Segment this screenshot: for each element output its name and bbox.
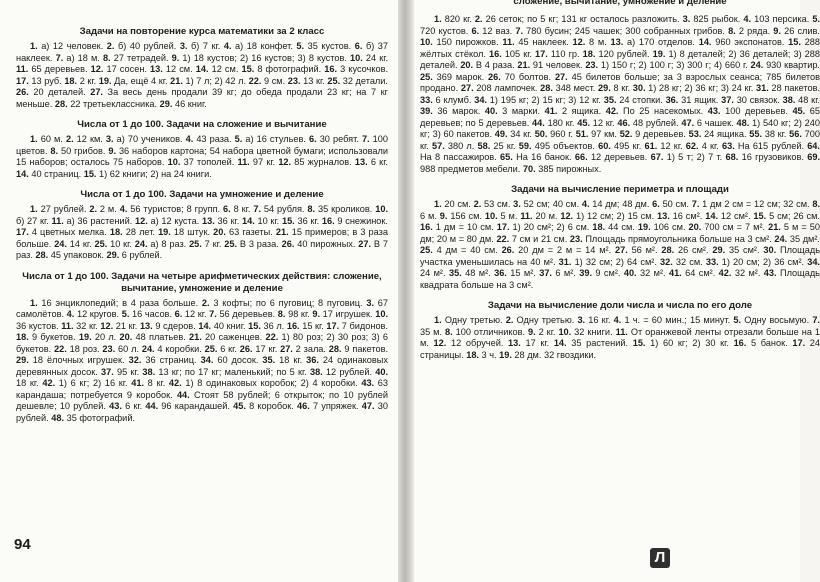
- answer-number: 14.: [195, 64, 209, 74]
- answer-number: 22.: [54, 343, 67, 354]
- answer-number: 21.: [189, 332, 202, 342]
- answer-number: 6.: [174, 309, 183, 319]
- answer-number: 4.: [223, 41, 232, 51]
- answer-number: 25.: [204, 343, 218, 354]
- answer-number: 16.: [321, 215, 335, 226]
- answer-number: 66.: [574, 152, 588, 162]
- answer-number: 29.: [598, 83, 611, 93]
- answer-number: 2.: [473, 199, 482, 209]
- answer-number: 23.: [569, 233, 583, 244]
- answer-number: 13.: [508, 338, 521, 348]
- answer-number: 10.: [484, 210, 498, 221]
- answer-number: 36.: [665, 94, 679, 105]
- answer-number: 4.: [185, 134, 194, 144]
- answer-number: 16.: [733, 338, 747, 348]
- answer-number: 12.: [433, 338, 447, 348]
- answer-number: 8.: [50, 145, 59, 156]
- answer-number: 31.: [756, 83, 769, 93]
- answer-number: 40.: [484, 106, 498, 116]
- answer-number: 8.: [307, 204, 316, 214]
- answer-number: 4.: [581, 199, 590, 209]
- answer-number: 36.: [494, 268, 507, 278]
- answer-number: 25.: [94, 238, 108, 249]
- answer-number: 20.: [688, 222, 702, 232]
- answer-number: 7.: [361, 134, 370, 144]
- answer-number: 1.: [30, 134, 38, 144]
- answer-number: 11.: [520, 210, 533, 221]
- answer-number: 5.: [296, 41, 305, 51]
- answer-number: 31.: [558, 256, 572, 267]
- answer-number: 7.: [691, 199, 700, 209]
- answer-number: 12.: [90, 64, 104, 74]
- answer-number: 10.: [350, 52, 363, 63]
- book-gutter: [398, 0, 414, 582]
- answer-number: 9.: [108, 145, 117, 156]
- answer-number: 2.: [201, 297, 210, 308]
- answer-number: 37.: [721, 94, 734, 105]
- answer-number: 33.: [420, 94, 433, 105]
- answer-number: 21.: [768, 222, 781, 232]
- answer-number: 9.: [312, 309, 321, 319]
- answer-number: 1.: [434, 14, 442, 24]
- answer-number: 17.: [16, 75, 29, 86]
- answers-text: 1. 27 рублей. 2. 2 м. 4. 56 туристов; 8 групп. 6. 8 кг. 7. 54 рубля. 8. 35 кроликов. 10. б) 27 кг. 11. а) 36 растений. 12. а) 12 куста. 13. 36 кг. 14. 10 кг. 15. 36 кг. 16. 9 снежинок. 17. 4 цветных мелка. 18. 28 лет. 19. 18 штук. 20. 63 газеты. 21. 15 примеров; в 3 раза больше. 24. 14 кг. 25. 10 кг. 24. а) 8 раз. 25. 7 кг. 25. В 3 раза. 26. 40 пирожных. 27. В 7 раз. 28. 45 упаковок. 29. 6 рублей.: [16, 204, 388, 260]
- answers-text: 1. 820 кг. 2. 26 сеток; по 5 кг; 131 кг осталось разложить. 3. 825 рыбок. 4. 103 персика. 5. 720 кустов. 6. 12 ваз. 7. 780 бусин; 245 чашек; 300 собранных грибов. 8. 2 ряда. 9. 26 слив. 10. 150 пирожков. 11. 45 наклеек. 12. 8 м. 13. а) 170 отделов. 14. 960 экспонатов. 15. 288 жёлтых стёкол. 16. 105 кг. 17. 110 гр. 18. 120 рублей. 19. 1) 8 деталей; 2) 36 деталей; 3) 288 деталей. 20. В 4 раза. 21. 91 человек. 23. 1) 150 г; 2) 100 г; 3) 300 г; 4) 660 г. 24. 930 квартир. 25. 369 марок. 26. 70 болтов. 27. 45 билетов больше; за 3 взрослых сеанса; 785 билетов продано. 27. 208 лампочек. 28. 348 мест. 29. 8 кг. 30. 1) 28 кг; 2) 36 кг; 3) 24 кг. 31. 28 пакетов. 33. 6 клумб. 34. 1) 195 кг; 2) 15 кг; 3) 12 кг. 35. 24 стопки. 36. 31 ящик. 37. 30 связок. 38. 48 кг. 39. 36 марок. 40. 3 марки. 41. 2 ящика. 42. По 25 насекомых. 43. 100 деревьев. 45. 65 деревьев; по 5 деревьев. 44. 180 кг. 45. 12 кг. 46. 48 рублей. 47. 6 чашек. 48. 1) 540 кг; 2) 240 кг; 3) 60 пакетов. 49. 34 кг. 50. 960 г. 51. 97 км. 52. 9 деревьев. 53. 24 ящика. 55. 38 кг. 56. 700 кг. 57. 380 л. 58. 25 кг. 59. 495 объектов. 60. 495 кг. 61. 12 кг. 62. 4 кг. 63. На 615 рублей. 64. На 8 пассажиров. 65. На 16 банок. 66. 12 деревьев. 67. 1) 5 т; 2) 7 т. 68. 16 грузовиков. 69. 988 предметов мебели. 70. 385 пирожных.: [420, 14, 820, 174]
- answer-number: 14.: [16, 168, 29, 179]
- answer-number: 44.: [532, 117, 545, 128]
- answer-number: 4.: [119, 204, 128, 214]
- answer-number: 50.: [534, 129, 548, 139]
- answer-number: 13.: [354, 157, 368, 167]
- answer-number: 10.: [375, 204, 388, 214]
- answer-number: 32.: [660, 256, 673, 267]
- answer-number: 7.: [253, 204, 261, 214]
- answer-number: 10.: [558, 326, 572, 337]
- answer-number: 36.: [306, 355, 319, 365]
- answer-number: 8.: [102, 52, 111, 63]
- answer-number: 9.: [171, 52, 180, 63]
- answer-number: 4.: [613, 315, 622, 325]
- answer-number: 22.: [496, 233, 510, 244]
- answer-number: 11.: [237, 157, 250, 167]
- answer-number: 41.: [544, 106, 558, 116]
- cut-off-heading: сложение, вычитание, умножение и деление: [513, 0, 727, 7]
- answer-number: 7.: [209, 309, 217, 319]
- answer-number: 6.: [354, 41, 363, 51]
- answer-number: 15.: [632, 338, 646, 348]
- answer-number: 26.: [281, 238, 295, 249]
- answer-number: 4.: [743, 14, 752, 24]
- answer-number: 32.: [128, 355, 142, 365]
- answer-number: 12.: [134, 215, 148, 226]
- answer-number: 69.: [807, 152, 820, 162]
- answer-number: 65.: [500, 152, 513, 162]
- answer-number: 10.: [375, 309, 388, 319]
- answer-number: 24.: [54, 238, 67, 249]
- answer-number: 15.: [241, 64, 255, 74]
- answer-number: 15.: [281, 215, 295, 226]
- section-title: Числа от 1 до 100. Задачи на четыре арифметических действия: сложение, вычитание, умножение и деление: [22, 270, 382, 294]
- answer-number: 59.: [518, 140, 532, 151]
- answer-number: 16.: [420, 222, 433, 232]
- answer-number: 52.: [619, 129, 633, 139]
- answer-number: 13.: [202, 215, 215, 226]
- answer-number: 25.: [189, 238, 202, 249]
- answer-number: 63.: [721, 140, 735, 151]
- answer-number: 43.: [707, 106, 721, 116]
- answer-number: 39.: [420, 106, 433, 116]
- answer-number: 1.: [434, 199, 442, 209]
- answer-number: 23.: [287, 75, 301, 86]
- answer-number: 8.: [812, 199, 820, 209]
- answer-number: 15.: [83, 168, 97, 179]
- answer-number: 45.: [792, 106, 806, 116]
- answer-number: 18.: [466, 349, 479, 360]
- answer-number: 29.: [106, 250, 120, 260]
- answer-number: 17.: [496, 222, 510, 232]
- answer-number: 28.: [328, 343, 342, 354]
- answer-number: 48.: [51, 412, 65, 423]
- answer-number: 18.: [16, 332, 29, 342]
- answer-number: 45.: [577, 117, 591, 128]
- answer-number: 39.: [579, 268, 592, 278]
- answer-number: 20.: [460, 60, 474, 70]
- answer-number: 25.: [420, 71, 433, 82]
- answer-number: 19.: [78, 332, 92, 342]
- right-page: [414, 0, 820, 582]
- page-number: 94: [14, 536, 31, 553]
- answer-number: 1.: [30, 41, 38, 51]
- answer-number: 47.: [361, 401, 375, 411]
- answer-number: 10.: [420, 37, 433, 47]
- right-column: [420, 0, 820, 361]
- answer-number: 60.: [598, 140, 611, 151]
- answer-number: 14.: [705, 210, 718, 221]
- answer-number: 6.: [308, 134, 317, 144]
- answer-number: 40.: [623, 268, 637, 278]
- answer-number: 70.: [522, 163, 536, 174]
- answer-number: 1.: [434, 315, 442, 325]
- answer-number: 40.: [375, 366, 388, 377]
- section-title: Задачи на вычисление доли числа и числа по его доле: [487, 300, 753, 311]
- answer-number: 16.: [286, 320, 300, 331]
- answer-number: 41.: [668, 268, 682, 278]
- answer-number: 42.: [605, 106, 619, 116]
- answer-number: 13.: [150, 64, 163, 74]
- answer-number: 1.: [30, 204, 38, 214]
- section-title: Задачи на вычисление периметра и площади: [511, 184, 729, 195]
- answer-number: 2.: [505, 315, 514, 325]
- answer-number: 9.: [773, 25, 781, 36]
- answer-number: 43.: [361, 378, 375, 388]
- answer-number: 17.: [535, 48, 548, 59]
- answer-number: 27.: [554, 71, 568, 82]
- answer-number: 46.: [617, 117, 631, 128]
- answer-number: 18.: [109, 227, 123, 237]
- answer-number: 46.: [296, 401, 310, 411]
- answer-number: 21.: [517, 60, 531, 70]
- answer-number: 19.: [98, 75, 112, 86]
- answer-number: 44.: [176, 389, 190, 400]
- answer-number: 42.: [718, 268, 732, 278]
- section-title: Числа от 1 до 100. Задачи на умножение и деление: [80, 189, 324, 200]
- section-title: Числа от 1 до 100. Задачи на сложение и вычитание: [77, 119, 327, 130]
- answer-number: 5.: [733, 315, 742, 325]
- answer-number: 35.: [262, 355, 276, 365]
- answer-number: 26.: [239, 343, 253, 354]
- answer-number: 5.: [234, 134, 243, 144]
- answer-number: 67.: [650, 152, 664, 162]
- answer-number: 6.: [223, 204, 231, 214]
- answer-number: 23.: [585, 60, 599, 70]
- answer-number: 17.: [16, 227, 29, 237]
- answer-number: 16.: [488, 48, 502, 59]
- answer-number: 42.: [42, 378, 56, 388]
- left-column: [16, 0, 388, 424]
- answer-number: 24.: [750, 60, 764, 70]
- answer-number: 29.: [16, 355, 29, 365]
- answer-number: 27.: [460, 83, 474, 93]
- answer-number: 5.: [812, 14, 820, 24]
- answer-number: 43.: [109, 401, 122, 411]
- answers-text: 1. 60 м. 2. 12 км. 3. а) 70 учеников. 4. 43 раза. 5. а) 16 стульев. 6. 30 ребят. 7. 100 цветов. 8. 50 грибов. 9. 36 наборов картона; 54 набора цветной бумаги; использовали 15 наборов; осталось 75 наборов. 10. 37 тополей. 11. 97 кг. 12. 85 журналов. 13. 6 кг. 14. 40 страниц. 15. 1) 62 книги; 2) на 24 книги.: [16, 134, 388, 179]
- answer-number: 12.: [560, 210, 574, 221]
- answer-number: 21.: [170, 75, 183, 86]
- answer-number: 11.: [61, 320, 74, 331]
- answer-number: 11.: [16, 64, 29, 74]
- answer-number: 48.: [736, 117, 750, 128]
- answer-number: 3.: [513, 199, 521, 209]
- answer-number: 2.: [474, 14, 483, 24]
- answer-number: 27.: [358, 238, 372, 249]
- answer-number: 14.: [198, 320, 212, 331]
- answer-number: 57.: [431, 140, 445, 151]
- answer-number: 41.: [131, 378, 144, 388]
- answers-text: 1. Одну третью. 2. Одну третью. 3. 16 кг. 4. 1 ч. = 60 мин.; 15 минут. 5. Одну восьмую. 7. 35 м. 8. 100 отличников. 9. 2 кг. 10. 32 книги. 11. От оранжевой ленты отрезали больше на 1 м. 12. 12 обручей. 13. 17 кг. 14. 35 растений. 15. 1) 60 кг; 2) 30 кг. 16. 5 банок. 17. 24 страницы. 18. 3 ч. 19. 28 дм. 32 гвоздики.: [420, 315, 820, 360]
- answer-number: 30.: [632, 83, 646, 93]
- answer-number: 28.: [540, 83, 553, 93]
- answer-number: 29.: [159, 98, 173, 109]
- answer-number: 20.: [119, 332, 133, 342]
- answer-number: 19.: [499, 349, 512, 360]
- answer-number: 14.: [553, 338, 567, 348]
- answer-number: 45.: [233, 401, 246, 411]
- answer-number: 13.: [139, 320, 153, 331]
- answer-number: 13.: [610, 37, 624, 47]
- answer-number: 23.: [102, 343, 116, 354]
- answer-number: 17.: [792, 338, 806, 348]
- answers-text: 1. а) 12 человек. 2. б) 40 рублей. 3. б) 7 кг. 4. а) 18 конфет. 5. 35 кустов. 6. б) 37 наклеек. 7. а) 18 м. 8. 27 тетрадей. 9. 1) 18 кустов; 2) 16 кустов; 3) 8 кустов. 10. 24 кг. 11. 65 деревьев. 12. 17 сосен. 13. 12 см. 14. 12 см. 15. 8 фотографий. 16. 3 кусочков. 17. 13 руб. 18. 2 кг. 19. Да, ещё 4 кг. 21. 1) 7 л; 2) 42 л. 22. 9 см. 23. 13 кг. 25. 32 детали. 26. 20 деталей. 27. За весь день продали 39 кг; до обеда продали 23 кг; на 7 кг меньше. 28. 22 третьеклассника. 29. 46 книг.: [16, 41, 389, 109]
- answer-number: 28.: [54, 98, 68, 109]
- answer-number: 2.: [106, 41, 115, 51]
- answer-number: 26.: [16, 87, 29, 97]
- answer-number: 25.: [327, 75, 341, 86]
- publisher-logo: Л: [650, 548, 670, 568]
- answer-number: 24.: [134, 238, 148, 249]
- answer-number: 19.: [637, 222, 651, 232]
- answer-number: 24.: [774, 233, 788, 244]
- answer-number: 11.: [51, 215, 64, 226]
- answer-number: 2.: [65, 134, 74, 144]
- answer-number: 68.: [725, 152, 739, 162]
- answer-number: 26.: [501, 245, 515, 255]
- answer-number: 55.: [749, 129, 763, 139]
- answer-number: 15.: [248, 320, 261, 331]
- answer-number: 22.: [265, 332, 279, 342]
- answer-number: 19.: [652, 48, 666, 59]
- answer-number: 20.: [213, 227, 226, 237]
- answer-number: 10.: [167, 157, 181, 167]
- answer-number: 44.: [145, 401, 159, 411]
- answer-number: 2.: [89, 204, 97, 214]
- answer-number: 12.: [572, 37, 586, 47]
- left-page: [0, 0, 398, 582]
- answer-number: 9.: [439, 210, 448, 221]
- answer-number: 28.: [35, 250, 49, 260]
- answer-number: 3.: [682, 14, 691, 24]
- answer-number: 38.: [142, 366, 156, 377]
- answer-number: 43.: [763, 268, 777, 278]
- answer-number: 3.: [577, 315, 586, 325]
- answer-number: 51.: [575, 129, 589, 139]
- answer-number: 6.: [652, 199, 660, 209]
- answer-number: 14.: [241, 215, 255, 226]
- answer-number: 12.: [278, 157, 292, 167]
- answer-number: 37.: [101, 366, 114, 377]
- section-title: Задачи на повторение курса математики за 2 класс: [79, 26, 325, 37]
- answer-number: 26.: [488, 71, 501, 82]
- answer-number: 27.: [614, 245, 628, 255]
- answer-number: 29.: [712, 245, 726, 255]
- answer-number: 56.: [789, 129, 802, 139]
- answer-number: 53.: [688, 129, 702, 139]
- answer-number: 18.: [64, 75, 78, 86]
- answer-number: 1.: [30, 297, 38, 308]
- answer-number: 4.: [66, 309, 75, 319]
- answer-number: 3.: [179, 41, 188, 51]
- answer-number: 13.: [657, 210, 670, 221]
- answer-number: 42.: [168, 378, 182, 388]
- answer-number: 19.: [158, 227, 171, 237]
- answer-number: 15.: [788, 37, 801, 47]
- answer-number: 27.: [280, 343, 293, 354]
- answer-number: 12.: [100, 320, 114, 331]
- answers-text: 1. 16 энциклопедий; в 4 раза больше. 2. 3 кофты; по 6 пуговиц; 8 пуговиц. 3. 67 самолётов. 4. 12 кругов. 5. 16 часов. 6. 12 кг. 7. 56 деревьев. 8. 98 кг. 9. 17 игрушек. 10. 36 кустов. 11. 32 кг. 12. 21 кг. 13. 9 сдеров. 14. 40 книг. 15. 36 л. 16. 15 кг. 17. 7 бидонов. 18. 9 букетов. 19. 20 л. 20. 48 платьев. 21. 20 саженцев. 22. 1) 80 роз; 2) 30 роз; 3) 6 букетов. 22. 18 роз. 23. 60 л. 24. 4 коробки. 25. 6 кг. 26. 17 кг. 27. 2 зала. 28. 9 пакетов. 29. 18 ёлочных игрушек. 32. 36 страниц. 34. 60 досок. 35. 18 кг. 36. 24 одинаковых деревянных досок. 37. 95 кг. 38. 13 кг; по 17 кг; маленький; по 5 кг. 38. 12 рублей. 40. 18 кг. 42. 1) 6 кг; 2) 16 кг. 41. 8 кг. 42. 1) 8 одинаковых коробок; 2) 4 коробки. 43. 63 карандаша; потребуется 9 коробок. 44. Стоят 58 рублей; 6 открыток; по 10 рублей дешевле; 10 рублей. 43. 6 кг. 44. 96 карандашей. 45. 8 коробок. 46. 7 упряжек. 47. 30 рублей. 48. 35 фотографий.: [16, 297, 388, 423]
- answer-number: 7.: [515, 25, 524, 36]
- answer-number: 25.: [420, 245, 433, 255]
- answer-number: 7.: [55, 52, 64, 63]
- answer-number: 8.: [277, 309, 286, 319]
- answer-number: 14.: [698, 37, 712, 47]
- answer-number: 27.: [90, 87, 103, 97]
- answer-number: 62.: [685, 140, 699, 151]
- answer-number: 7.: [812, 315, 820, 325]
- answer-number: 16.: [324, 64, 338, 74]
- answer-number: 58.: [477, 140, 491, 151]
- answer-number: 28.: [661, 245, 675, 255]
- answer-number: 9.: [527, 326, 536, 337]
- answer-number: 25.: [224, 238, 238, 249]
- answer-number: 8.: [445, 326, 453, 337]
- answer-number: 11.: [615, 326, 628, 337]
- answer-number: 21.: [275, 227, 289, 237]
- answer-number: 34.: [807, 256, 820, 267]
- answer-number: 30.: [763, 245, 777, 255]
- answer-number: 17.: [326, 320, 340, 331]
- answer-number: 35.: [448, 268, 462, 278]
- answer-number: 5.: [121, 309, 130, 319]
- answer-number: 6.: [471, 25, 480, 36]
- answer-number: 61.: [644, 140, 658, 151]
- answer-number: 38.: [309, 366, 323, 377]
- answer-number: 35.: [603, 94, 617, 105]
- answer-number: 37.: [539, 268, 552, 278]
- answer-number: 49.: [494, 129, 508, 139]
- answer-number: 18.: [592, 222, 606, 232]
- answer-number: 18.: [582, 48, 596, 59]
- answer-number: 11.: [502, 37, 515, 47]
- answers-text: 1. 20 см. 2. 53 см. 3. 52 см; 40 см. 4. 14 дм; 48 дм. 6. 50 см. 7. 1 дм 2 см = 12 см; 32 см. 8. 6 м. 9. 156 см. 10. 5 м. 11. 20 м. 12. 1) 12 см; 2) 15 см. 13. 16 см². 14. 12 см². 15. 5 см; 26 см. 16. 1 дм = 10 см. 17. 1) 20 см²; 2) 6 см. 18. 44 см. 19. 106 см. 20. 700 см = 7 м². 21. 5 м = 50 дм; 20 м = 80 дм. 22. 7 см и 21 см. 23. Площадь прямоугольника больше на 3 см². 24. 35 дм². 25. 4 дм = 40 см. 26. 20 дм = 2 м = 14 м². 27. 56 м². 28. 26 см². 29. 35 см². 30. Площадь участка уменьшилась на 40 м². 31. 1) 32 см; 2) 64 см². 32. 32 см. 33. 1) 20 см; 2) 36 см². 34. 24 м². 35. 48 м². 36. 15 м². 37. 6 м². 39. 9 см². 40. 32 м². 41. 64 см². 42. 32 м². 43. Площадь квадрата больше на 3 см².: [420, 199, 820, 290]
- answer-number: 34.: [474, 94, 488, 105]
- answer-number: 33.: [705, 256, 719, 267]
- answer-number: 38.: [782, 94, 796, 105]
- answer-number: 47.: [681, 117, 695, 128]
- answer-number: 24.: [141, 343, 155, 354]
- answer-number: 3.: [105, 134, 114, 144]
- answer-number: 8.: [728, 25, 736, 36]
- answer-number: 3.: [366, 297, 375, 308]
- answer-number: 64.: [807, 140, 820, 151]
- answer-number: 34.: [200, 355, 214, 365]
- answer-number: 15.: [753, 210, 767, 221]
- answer-number: 22.: [248, 75, 262, 86]
